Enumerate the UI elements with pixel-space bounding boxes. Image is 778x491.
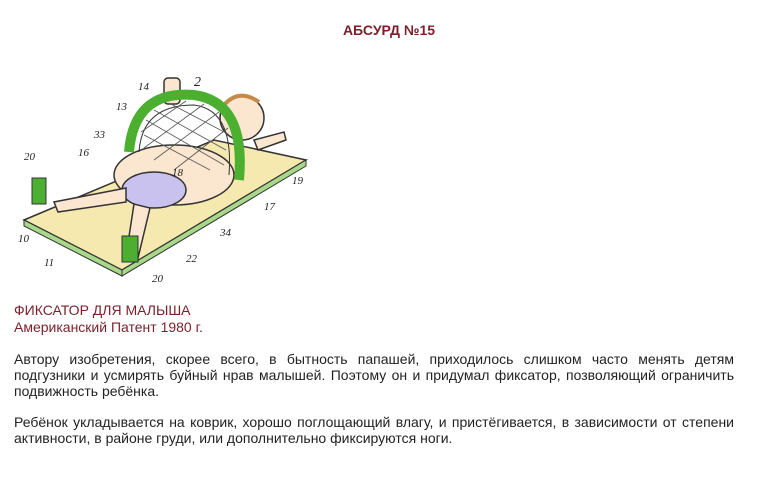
label-18: 18	[172, 167, 183, 179]
label-17: 17	[264, 201, 275, 213]
label-10: 10	[18, 233, 29, 245]
label-2: 2	[194, 75, 201, 90]
label-16: 16	[78, 147, 89, 159]
label-20b: 20	[152, 273, 163, 285]
leg-strap	[32, 178, 46, 204]
label-13: 13	[116, 101, 127, 113]
label-22: 22	[186, 253, 197, 265]
article-heading: ФИКСАТОР ДЛЯ МАЛЫША	[14, 302, 191, 318]
paragraph: Автору изобретения, скорее всего, в бытность папашей, приходилось слишком часто менять детям подгузники и усмирять буйный нрав малышей. Поэтому он и придумал фиксатор, позволяющий ограничить подвижность ребёнка.	[14, 351, 734, 399]
label-33: 33	[94, 129, 105, 141]
leg-strap	[122, 236, 138, 262]
article-heading-block	[14, 302, 203, 336]
patent-illustration	[14, 70, 324, 290]
label-11: 11	[44, 257, 55, 269]
page-title: АБСУРД №15	[342, 22, 436, 38]
label-14: 14	[138, 81, 149, 93]
label-19: 19	[292, 175, 303, 187]
label-20: 20	[24, 151, 35, 163]
article-subheading: Американский Патент 1980 г.	[14, 319, 203, 335]
label-34: 34	[220, 227, 231, 239]
paragraph: Ребёнок укладывается на коврик, хорошо поглощающий влагу, и пристёгивается, в зависимости от степени активности, в районе груди, или дополнительно фиксируются ноги.	[14, 414, 734, 446]
